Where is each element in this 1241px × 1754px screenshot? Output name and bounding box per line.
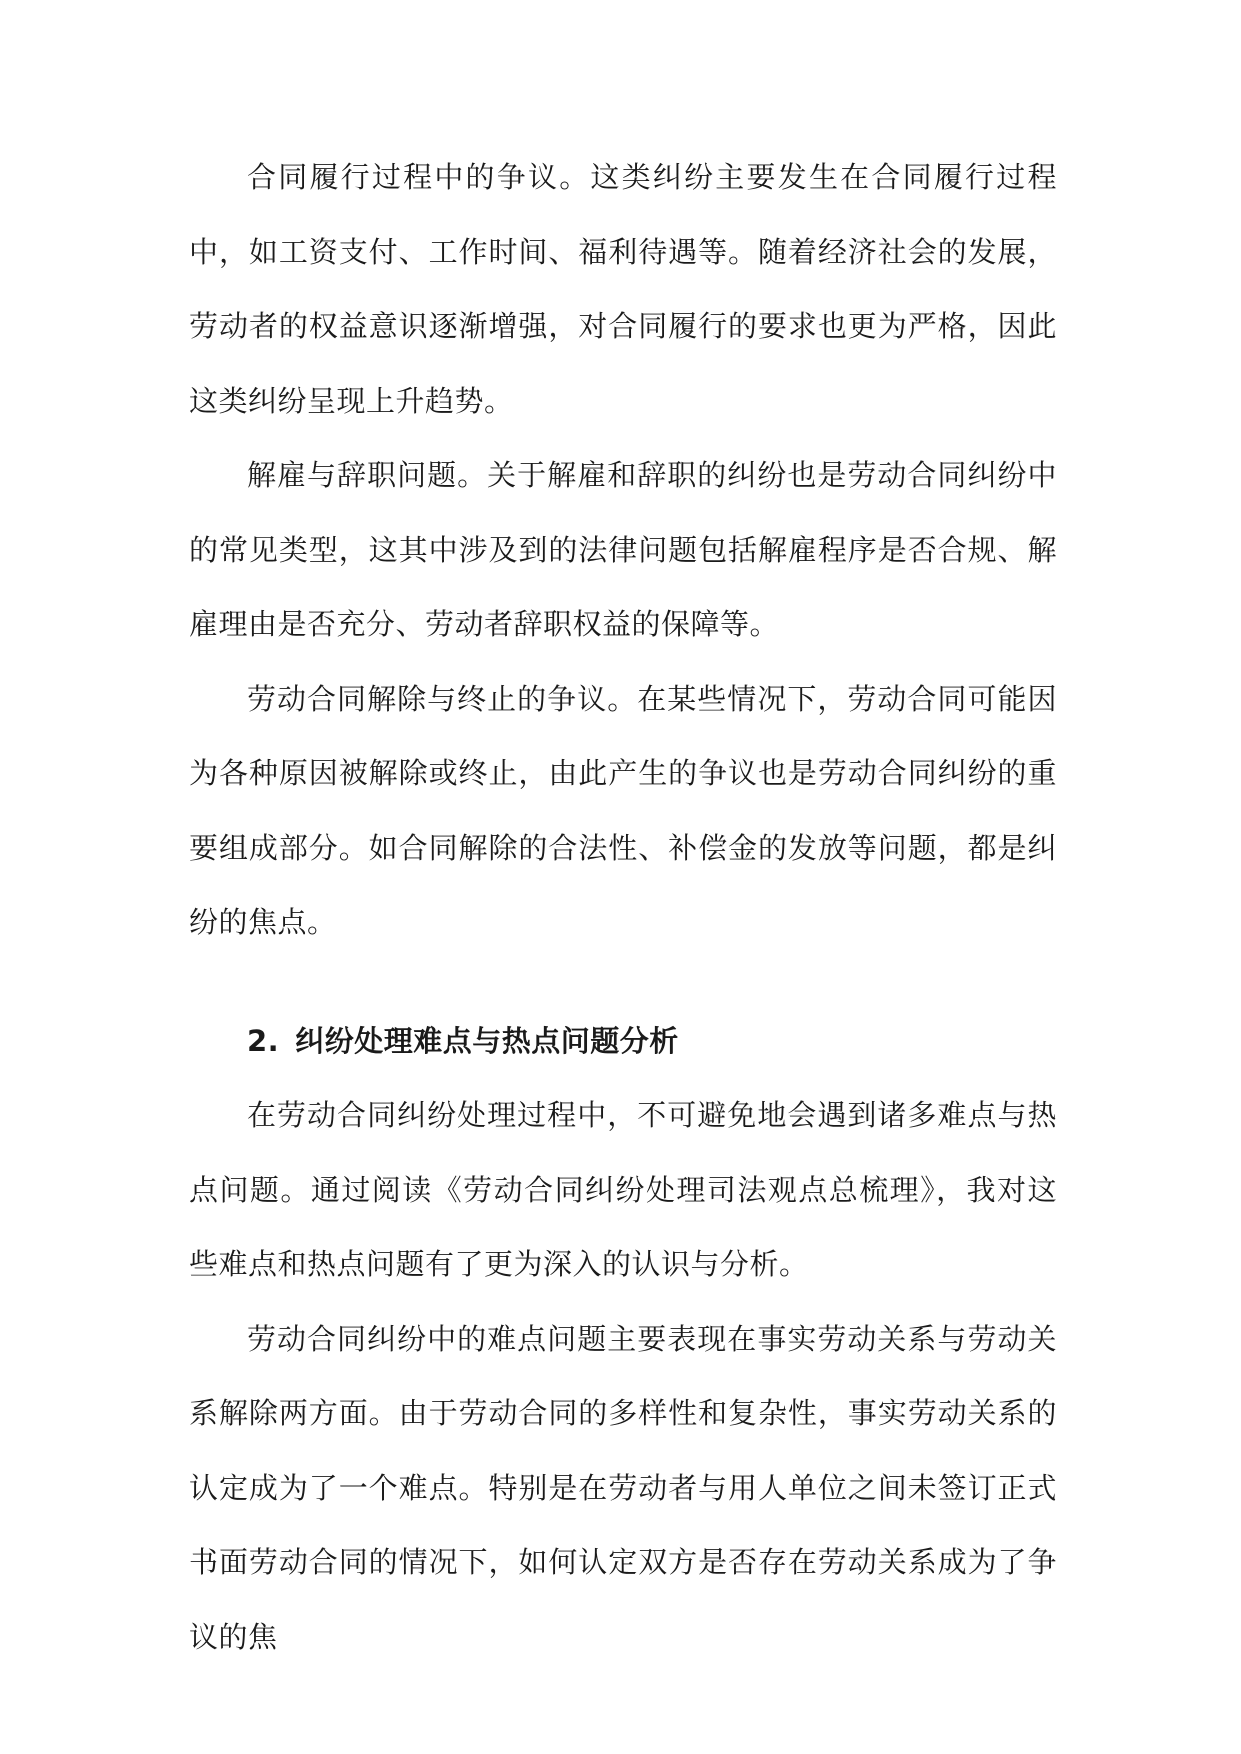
paragraph-dismissal-resignation: 解雇与辞职问题。关于解雇和辞职的纠纷也是劳动合同纠纷中的常见类型，这其中涉及到的法律问题包括解雇程序是否合规、解雇理由是否充分、劳动者辞职权益的保障等。	[189, 458, 1057, 641]
paragraph-factual-labor-relation: 劳动合同纠纷中的难点问题主要表现在事实劳动关系与劳动关系解除两方面。由于劳动合同的多样性和复杂性，事实劳动关系的认定成为了一个难点。特别是在劳动者与用人单位之间未签订正式书面劳动合同的情况下，如何认定双方是否存在劳动关系成为了争议的焦	[189, 1321, 1057, 1654]
section-spacer	[189, 960, 1057, 1004]
document-body	[189, 140, 1057, 1674]
paragraph-termination-dispute: 劳动合同解除与终止的争议。在某些情况下，劳动合同可能因为各种原因被解除或终止，由此产生的争议也是劳动合同纠纷的重要组成部分。如合同解除的合法性、补偿金的发放等问题，都是纠纷的焦点。	[189, 681, 1057, 939]
section-number: 2.	[247, 1023, 280, 1058]
paragraph-difficulties-intro: 在劳动合同纠纷处理过程中，不可避免地会遇到诸多难点与热点问题。通过阅读《劳动合同纠纷处理司法观点总梳理》，我对这些难点和热点问题有了更为深入的认识与分析。	[189, 1098, 1057, 1281]
section-title: 纠纷处理难点与热点问题分析	[295, 1023, 679, 1058]
paragraph-contract-performance: 合同履行过程中的争议。这类纠纷主要发生在合同履行过程中，如工资支付、工作时间、福利待遇等。随着经济社会的发展，劳动者的权益意识逐渐增强，对合同履行的要求也更为严格，因此这类纠纷呈现上升趋势。	[189, 160, 1057, 418]
section-heading	[189, 1004, 1057, 1079]
